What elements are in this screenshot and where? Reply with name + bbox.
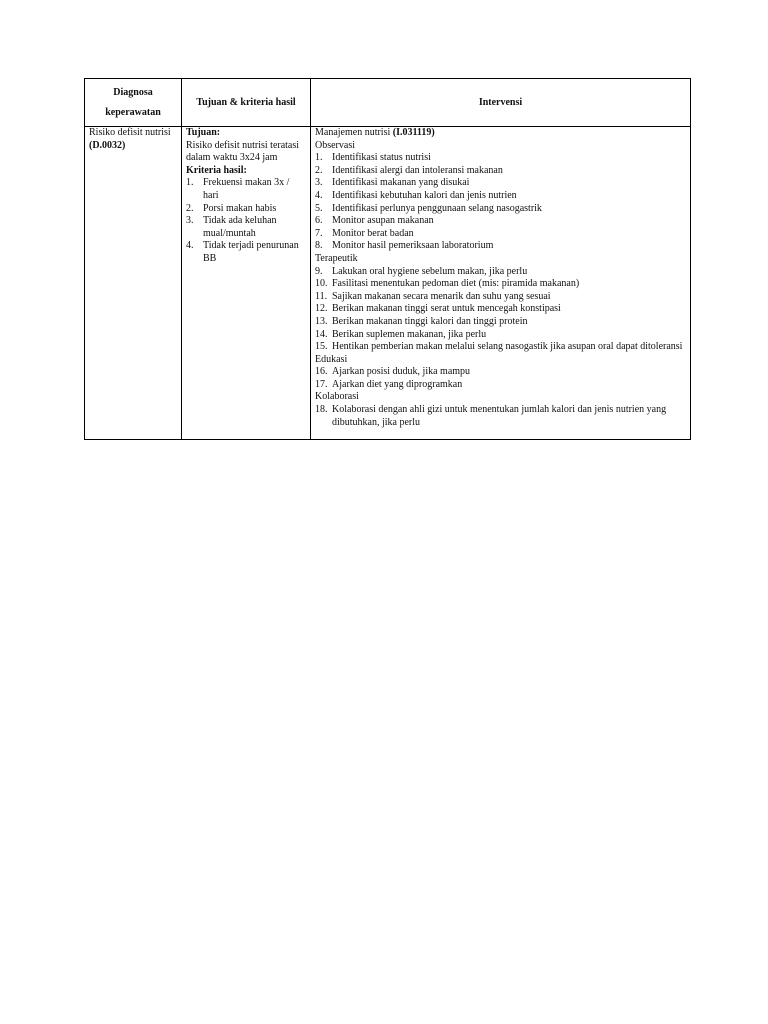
header-diagnosa-label: Diagnosa keperawatan xyxy=(105,86,161,118)
list-item xyxy=(315,278,686,291)
list-number: 6. xyxy=(315,215,323,227)
kriteria-heading: Kriteria hasil: xyxy=(186,164,247,176)
list-item xyxy=(315,266,686,279)
list-number: 18. xyxy=(315,404,328,416)
list-item xyxy=(315,165,686,178)
kriteria-list xyxy=(186,177,306,265)
kolaborasi-label: Kolaborasi xyxy=(315,391,359,403)
header-tujuan-label: Tujuan & kriteria hasil xyxy=(196,96,296,108)
list-item-text: Identifikasi status nutrisi xyxy=(332,152,431,164)
header-row xyxy=(85,79,691,127)
diagnosa-cell xyxy=(85,127,182,440)
list-item xyxy=(315,379,686,392)
header-intervensi xyxy=(311,79,691,127)
list-item xyxy=(315,228,686,241)
intervensi-title-line xyxy=(315,127,686,140)
list-item-text: Identifikasi alergi dan intoleransi makanan xyxy=(332,164,503,176)
list-number: 3. xyxy=(315,177,323,189)
list-item-text: Monitor asupan makanan xyxy=(332,215,434,227)
list-item xyxy=(186,203,306,216)
diagnosa-code: (D.0032) xyxy=(89,139,126,151)
list-number: 3. xyxy=(186,215,194,227)
tujuan-text: Risiko defisit nutrisi teratasi dalam waktu 3x24 jam xyxy=(186,139,300,164)
list-item-text: Sajikan makanan secara menarik dan suhu yang sesuai xyxy=(332,290,551,302)
list-item-text: Fasilitasi menentukan pedoman diet (mis: piramida makanan) xyxy=(332,278,580,290)
list-item-text: Monitor berat badan xyxy=(332,227,414,239)
tujuan-heading: Tujuan: xyxy=(186,127,221,138)
list-item-text: Ajarkan posisi duduk, jika mampu xyxy=(332,366,471,378)
list-number: 2. xyxy=(186,202,194,214)
list-item-text: Tidak terjadi penurunan BB xyxy=(203,240,299,264)
list-number: 16. xyxy=(315,366,328,378)
kolaborasi-list xyxy=(315,404,686,429)
edukasi-list xyxy=(315,366,686,391)
list-item xyxy=(315,203,686,216)
list-item-text: Identifikasi kebutuhan kalori dan jenis nutrien xyxy=(332,189,517,201)
list-number: 14. xyxy=(315,328,328,340)
list-number: 11. xyxy=(315,290,328,302)
list-item-text: Berikan makanan tinggi serat untuk mencegah konstipasi xyxy=(332,303,561,315)
list-number: 15. xyxy=(315,341,328,353)
list-item xyxy=(315,215,686,228)
nursing-care-plan-table xyxy=(84,78,691,440)
list-item-text: Berikan makanan tinggi kalori dan tinggi protein xyxy=(332,315,528,327)
list-number: 1. xyxy=(315,152,323,164)
header-diagnosa xyxy=(85,79,182,127)
intervensi-title: Manajemen nutrisi xyxy=(315,127,391,138)
list-number: 4. xyxy=(186,240,194,252)
list-item-text: Berikan suplemen makanan, jika perlu xyxy=(332,328,487,340)
list-number: 8. xyxy=(315,240,323,252)
list-item xyxy=(315,366,686,379)
list-item-text: Identifikasi makanan yang disukai xyxy=(332,177,470,189)
list-item-text: Hentikan pemberian makan melalui selang nasogastik jika asupan oral dapat ditoleransi xyxy=(332,341,683,353)
list-number: 2. xyxy=(315,164,323,176)
list-item xyxy=(315,341,686,354)
list-number: 17. xyxy=(315,378,328,390)
list-number: 10. xyxy=(315,278,328,290)
list-item xyxy=(186,240,306,265)
diagnosa-text: Risiko defisit nutrisi xyxy=(89,127,171,138)
list-item-text: Porsi makan habis xyxy=(203,202,277,214)
terapeutik-list xyxy=(315,266,686,354)
list-item xyxy=(315,152,686,165)
tujuan-cell xyxy=(182,127,311,440)
list-number: 4. xyxy=(315,189,323,201)
list-item-text: Identifikasi perlunya penggunaan selang nasogastrik xyxy=(332,202,542,214)
list-item-text: Monitor hasil pemeriksaan laboratorium xyxy=(332,240,494,252)
list-item xyxy=(186,177,306,202)
list-item xyxy=(315,404,686,429)
header-intervensi-label: Intervensi xyxy=(478,96,523,108)
list-number: 13. xyxy=(315,315,328,327)
edukasi-label: Edukasi xyxy=(315,353,348,365)
list-item-text: Kolaborasi dengan ahli gizi untuk menentukan jumlah kalori dan jenis nutrien yang dibutuhkan, jika perlu xyxy=(332,404,667,428)
list-number: 9. xyxy=(315,265,323,277)
observasi-label: Observasi xyxy=(315,139,355,151)
list-item xyxy=(315,329,686,342)
header-tujuan xyxy=(182,79,311,127)
list-number: 7. xyxy=(315,227,323,239)
list-item-text: Frekuensi makan 3x / hari xyxy=(203,177,290,201)
list-number: 5. xyxy=(315,202,323,214)
list-item-text: Lakukan oral hygiene sebelum makan, jika perlu xyxy=(332,265,528,277)
terapeutik-label: Terapeutik xyxy=(315,252,358,264)
list-item xyxy=(186,215,306,240)
list-item xyxy=(315,190,686,203)
list-item xyxy=(315,177,686,190)
list-number: 1. xyxy=(186,177,194,189)
list-item xyxy=(315,316,686,329)
list-item xyxy=(315,240,686,253)
list-item-text: Ajarkan diet yang diprogramkan xyxy=(332,378,463,390)
intervensi-code: (I.031119) xyxy=(392,127,435,138)
list-item xyxy=(315,303,686,316)
list-item-text: Tidak ada keluhan mual/muntah xyxy=(203,215,277,239)
intervensi-cell xyxy=(311,127,691,440)
observasi-list xyxy=(315,152,686,253)
list-number: 12. xyxy=(315,303,328,315)
list-item xyxy=(315,291,686,304)
table-row xyxy=(85,127,691,440)
